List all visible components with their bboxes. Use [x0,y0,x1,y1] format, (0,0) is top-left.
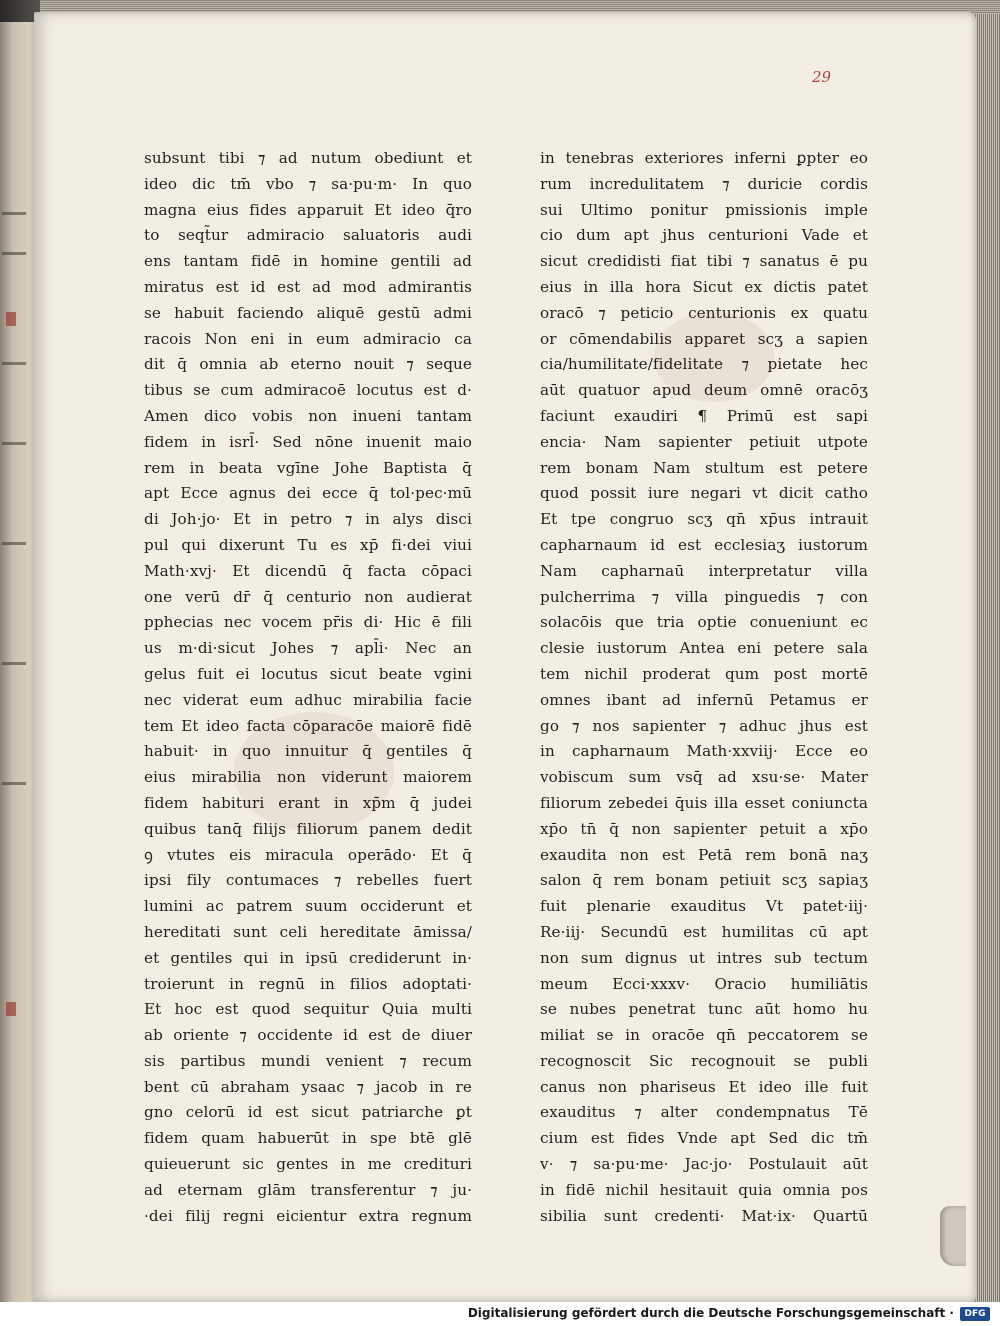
text-line: exauditus ⁊ alter condempnatus Tē [540,1103,868,1122]
folio-number: 29 [812,68,832,86]
text-line: faciunt exaudiri ¶ Primū est sapi [540,406,868,425]
text-line: filiorum zebedei q̄uis illa esset coniuncta [540,793,868,812]
page-corner-curl [940,1206,966,1266]
text-line: subsunt tibi ⁊ ad nutum obediunt et [144,149,472,167]
text-line: quod possit iure negari vt dicit catho [540,484,868,503]
text-line: quibus tanq̄ filijs filiorum panem dedit [144,819,472,838]
text-line: pphecias nec vocem pr̄is di· Hic ē fili [144,613,472,632]
text-line: tem Et ideo facta cōparacōe maiorē fidē [144,716,472,735]
text-line: apt Ecce agnus dei ecce q̄ tol·pec·mū [144,484,472,503]
bleed-mark [2,362,26,365]
text-line: in fidē nichil hesitauit quia omnia pos [540,1180,868,1199]
text-line: habuit· in quo innuitur q̄ gentiles q̄ [144,742,472,761]
text-line: non sum dignus ut intres sub tectum [540,948,868,967]
text-line: cium est fides Vnde apt Sed dic tm̄ [540,1129,868,1148]
text-line: sibilia sunt credenti· Mat·ix· Quartū [540,1206,868,1225]
bleed-mark [2,252,26,255]
text-line: ꝯ vtutes eis miracula operādo· Et q̄ [144,845,472,864]
text-line: Re·iij· Secundū est humilitas cū apt [540,922,868,941]
text-line: vobiscum sum vsq̄ ad xsu·se· Mater [540,768,868,787]
text-line: oracō ⁊ peticio centurionis ex quatu [540,303,868,322]
text-line: dit q̄ omnia ab eterno nouit ⁊ seque [144,355,472,374]
text-line: one verū dr̄ q̄ centurio non audierat [144,587,472,606]
text-line: fidem in isrl̄· Sed nōne inuenit maio [144,432,472,451]
text-line: gno celorū id est sicut patriarche ꝑt [144,1103,472,1122]
text-line: bent cū abraham ysaac ⁊ jacob in re [144,1077,472,1096]
dfg-logo: DFG [960,1307,990,1321]
text-line: rum incredulitatem ⁊ duricie cordis [540,174,868,193]
text-line: ipsi fily contumaces ⁊ rebelles fuert [144,871,472,890]
text-line: salon q̄ rem bonam petiuit scʒ sapiaʒ [540,871,868,890]
text-line: us m·di·sicut Johes ⁊ apl̄i· Nec an [144,639,472,658]
bleed-mark [6,1002,16,1016]
bleed-mark [2,442,26,445]
text-line: rem bonam Nam stultum est petere [540,458,868,477]
text-line: gelus fuit ei locutus sicut beate vgini [144,664,472,683]
bleed-mark [2,542,26,545]
text-line: tem nichil proderat qum post mortē [540,664,868,683]
text-line: lumini ac patrem suum occiderunt et [144,897,472,916]
text-line: omnes ibant ad infernū Petamus er [540,690,868,709]
text-line: Et hoc est quod sequitur Quia multi [144,1000,472,1019]
text-line: sis partibus mundi venient ⁊ recum [144,1051,472,1070]
text-line: eius mirabilia non viderunt maiorem [144,768,472,787]
text-line: racois Non eni in eum admiracio ca [144,329,472,348]
text-line: troierunt in regnū in filios adoptati· [144,974,472,993]
text-line: nec viderat eum adhuc mirabilia facie [144,690,472,709]
text-line: pul qui dixerunt Tu es xp̄ fi·dei viui [144,535,472,554]
text-line: ens tantam fidē in homine gentili ad [144,252,472,271]
text-line: fidem quam habuerūt in spe btē glē [144,1129,472,1148]
bleed-mark [6,312,16,326]
text-line: capharnaum id est ecclesiaʒ iustorum [540,535,868,554]
bleed-mark [2,782,26,785]
bleed-mark [2,662,26,665]
text-line: v· ⁊ sa·pu·me· Jac·jo· Postulauit aūt [540,1155,868,1174]
text-line: ·dei filij regni eicientur extra regnum [144,1206,472,1225]
text-line: cio dum apt jhus centurioni Vade et [540,226,868,245]
text-line: encia· Nam sapienter petiuit utpote [540,432,868,451]
text-line: aūt quatuor apud deum omnē oracōʒ [540,381,868,400]
text-line: to seqt̃ur admiracio saluatoris audi [144,226,472,245]
text-line: recognoscit Sic recognouit se publi [540,1051,868,1070]
text-line: rem in beata vgīne Johe Baptista q̄ [144,458,472,477]
text-line: clesie iustorum Antea eni petere sala [540,639,868,658]
text-line: in tenebras exteriores inferni ꝑpter eo [540,149,868,167]
text-line: go ⁊ nos sapienter ⁊ adhuc jhus est [540,716,868,735]
text-line: miliat se in oracōe qn̄ peccatorem se [540,1026,868,1045]
bleed-mark [2,212,26,215]
right-text-column [540,146,868,1229]
text-line: xp̄o tn̄ q̄ non sapienter petuit a xp̄o [540,819,868,838]
text-line: Math·xvj· Et dicendū q̄ facta cōpaci [144,561,472,580]
text-line: eius in illa hora Sicut ex dictis patet [540,277,868,296]
text-line: fuit plenarie exauditus Vt patet·iij· [540,897,868,916]
text-line: se habuit faciendo aliquē gestū admi [144,303,472,322]
text-line: Amen dico vobis non inueni tantam [144,406,472,425]
text-line: magna eius fides apparuit Et ideo q̄ro [144,200,472,219]
footer-bar [0,1302,1000,1326]
text-line: miratus est id est ad mod admirantis [144,277,472,296]
funding-credit: Digitalisierung gefördert durch die Deutsche Forschungsgemeinschaft · [467,1306,954,1320]
text-line: ideo dic tm̄ vbo ⁊ sa·pu·m· In quo [144,174,472,193]
text-line: ad eternam glām transferentur ⁊ ju· [144,1180,472,1199]
text-line: et gentiles qui in ipsū crediderunt in· [144,948,472,967]
text-line: canus non phariseus Et ideo ille fuit [540,1077,868,1096]
text-line: cia/humilitate/fidelitate ⁊ pietate hec [540,355,868,374]
text-line: exaudita non est Petā rem bonā naʒ [540,845,868,864]
text-line: in capharnaum Math·xxviij· Ecce eo [540,742,868,761]
text-line: hereditati sunt celi hereditate āmissa/ [144,922,472,941]
text-line: pulcherrima ⁊ villa pinguedis ⁊ con [540,587,868,606]
text-line: meum Ecci·xxxv· Oracio humiliātis [540,974,868,993]
text-line: di Joh·jo· Et in petro ⁊ in alys disci [144,510,472,529]
text-line: fidem habituri erant in xp̄m q̄ judei [144,793,472,812]
text-line: sui Ultimo ponitur pmissionis imple [540,200,868,219]
text-line: Et tpe congruo scʒ qn̄ xp̄us intrauit [540,510,868,529]
text-line: or cōmendabilis apparet scʒ a sapien [540,329,868,348]
text-line: sicut credidisti fiat tibi ⁊ sanatus ē pu [540,252,868,271]
text-line: tibus se cum admiracoē locutus est d· [144,381,472,400]
text-line: solacōis que tria optie conueniunt ec [540,613,868,632]
text-line: se nubes penetrat tunc aūt homo hu [540,1000,868,1019]
left-text-column [144,146,472,1229]
text-line: ab oriente ⁊ occidente id est de diuer [144,1026,472,1045]
text-line: Nam capharnaū interpretatur villa [540,561,868,580]
text-line: quieuerunt sic gentes in me credituri [144,1155,472,1174]
